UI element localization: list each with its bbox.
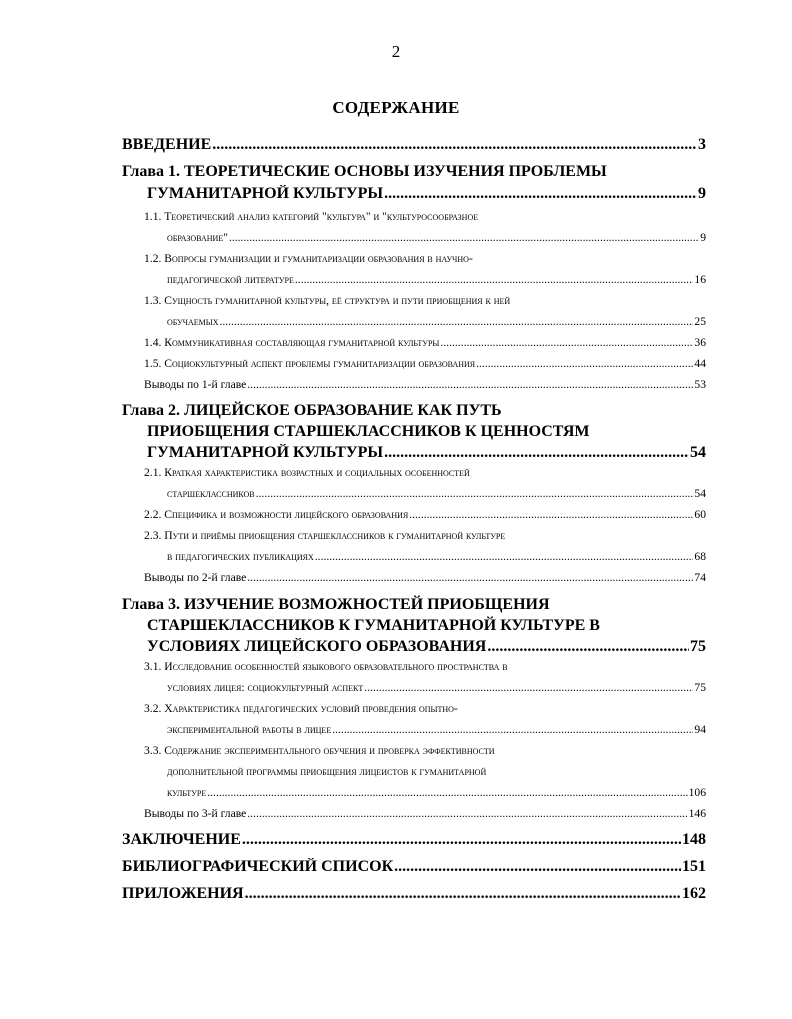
- toc-entry-label: БИБЛИОГРАФИЧЕСКИЙ СПИСОК: [122, 858, 394, 875]
- toc-entry-page: 75: [694, 681, 706, 694]
- toc-entry-conclusion[interactable]: [122, 831, 706, 849]
- dot-leader: [487, 638, 689, 656]
- dot-leader: [384, 185, 697, 203]
- toc-entry-page: 106: [688, 786, 706, 799]
- section-3-3-line2[interactable]: дополнительной программы приобщения лицеистов к гуманитарной: [167, 765, 487, 778]
- dot-leader: [229, 231, 699, 244]
- section-3-2-line1[interactable]: 3.2. Характеристика педагогических условий проведения опытно-: [144, 702, 458, 715]
- toc-entry-label: ВВЕДЕНИЕ: [122, 136, 212, 153]
- chapter-3-title-line1[interactable]: Глава 3. ИЗУЧЕНИЕ ВОЗМОЖНОСТЕЙ ПРИОБЩЕНИЯ: [122, 596, 550, 613]
- dot-leader: [245, 885, 681, 903]
- toc-entry-page: 68: [694, 550, 706, 563]
- section-1-1-line1[interactable]: 1.1. Теоретический анализ категорий "культура" и "культуросообразное: [144, 210, 479, 223]
- toc-entry-page: 162: [682, 885, 706, 902]
- toc-entry-conclusions-1[interactable]: [144, 378, 706, 391]
- toc-entry-chapter-1[interactable]: [147, 185, 706, 203]
- page-number: 2: [391, 42, 401, 61]
- conclusions-2-label: Выводы по 2-й главе: [144, 571, 247, 584]
- dot-leader: [476, 357, 693, 370]
- chapter-2-title-line2[interactable]: ПРИОБЩЕНИЯ СТАРШЕКЛАССНИКОВ К ЦЕННОСТЯМ: [147, 423, 590, 440]
- dot-leader: [315, 550, 694, 563]
- toc-entry-page: 94: [694, 723, 706, 736]
- section-1-2-line2: педагогической литературе: [167, 273, 294, 286]
- toc-entry-conclusions-3[interactable]: [144, 807, 706, 820]
- toc-entry-label: ПРИЛОЖЕНИЯ: [122, 885, 244, 902]
- toc-entry-page: 54: [694, 487, 706, 500]
- toc-entry-section-2-1[interactable]: [167, 487, 706, 500]
- toc-entry-chapter-3[interactable]: [147, 638, 706, 656]
- toc-entry-page: 9: [700, 231, 706, 244]
- toc-entry-appendices[interactable]: [122, 885, 706, 903]
- section-1-1-line2: образование": [167, 231, 228, 244]
- toc-entry-bibliography[interactable]: [122, 858, 706, 876]
- dot-leader: [256, 487, 694, 500]
- toc-entry-intro[interactable]: [122, 136, 706, 154]
- dot-leader: [384, 444, 689, 462]
- toc-entry-section-1-3[interactable]: [167, 315, 706, 328]
- dot-leader: [242, 831, 681, 849]
- toc-entry-page: 36: [694, 336, 706, 349]
- dot-leader: [247, 571, 693, 584]
- toc-entry-page: 75: [690, 638, 706, 655]
- section-3-2-line2: экспериментальной работы в лицее: [167, 723, 332, 736]
- section-1-3-line1[interactable]: 1.3. Сущность гуманитарной культуры, её структура и пути приобщения к ней: [144, 294, 511, 307]
- toc-entry-section-2-2[interactable]: [144, 508, 706, 521]
- section-3-1-line1[interactable]: 3.1. Исследование особенностей языкового образовательного пространства в: [144, 660, 508, 673]
- section-1-3-line2: обучаемых: [167, 315, 219, 328]
- chapter-2-title-line1[interactable]: Глава 2. ЛИЦЕЙСКОЕ ОБРАЗОВАНИЕ КАК ПУТЬ: [122, 402, 502, 419]
- toc-entry-page: 3: [698, 136, 706, 153]
- dot-leader: [247, 807, 687, 820]
- section-2-3-line1[interactable]: 2.3. Пути и приёмы приобщения старшеклассников к гуманитарной культуре: [144, 529, 506, 542]
- section-2-1-line1[interactable]: 2.1. Краткая характеристика возрастных и социальных особенностей: [144, 466, 470, 479]
- toc-entry-page: 146: [688, 807, 706, 820]
- dot-leader: [212, 136, 697, 154]
- toc-entry-page: 54: [690, 444, 706, 461]
- toc-entry-page: 148: [682, 831, 706, 848]
- section-1-2-line1[interactable]: 1.2. Вопросы гуманизации и гуманитаризации образования в научно-: [144, 252, 473, 265]
- section-3-3-line3: культуре: [167, 786, 207, 799]
- toc-entry-page: 25: [694, 315, 706, 328]
- dot-leader: [219, 315, 693, 328]
- section-2-1-line2: старшеклассников: [167, 487, 255, 500]
- toc-entry-label: ЗАКЛЮЧЕНИЕ: [122, 831, 241, 848]
- toc-heading: СОДЕРЖАНИЕ: [332, 98, 460, 117]
- toc-entry-page: 44: [694, 357, 706, 370]
- toc-entry-section-3-3[interactable]: [167, 786, 706, 799]
- section-2-3-line2: в педагогических публикациях: [167, 550, 314, 563]
- dot-leader: [207, 786, 687, 799]
- toc-entry-page: 9: [698, 185, 706, 202]
- chapter-3-title-line3: УСЛОВИЯХ ЛИЦЕЙСКОГО ОБРАЗОВАНИЯ: [147, 638, 487, 655]
- conclusions-1-label: Выводы по 1-й главе: [144, 378, 247, 391]
- dot-leader: [332, 723, 693, 736]
- dot-leader: [364, 681, 693, 694]
- toc-entry-section-1-4[interactable]: [144, 336, 706, 349]
- dot-leader: [409, 508, 693, 521]
- chapter-3-title-line2[interactable]: СТАРШЕКЛАССНИКОВ К ГУМАНИТАРНОЙ КУЛЬТУРЕ В: [147, 617, 600, 634]
- toc-entry-section-3-2[interactable]: [167, 723, 706, 736]
- toc-entry-page: 60: [694, 508, 706, 521]
- dot-leader: [394, 858, 681, 876]
- toc-entry-page: 151: [682, 858, 706, 875]
- toc-entry-conclusions-2[interactable]: [144, 571, 706, 584]
- toc-entry-chapter-2[interactable]: [147, 444, 706, 462]
- section-2-2-label: 2.2. Специфика и возможности лицейского образования: [144, 508, 409, 521]
- chapter-1-title-line1[interactable]: Глава 1. ТЕОРЕТИЧЕСКИЕ ОСНОВЫ ИЗУЧЕНИЯ ПРОБЛЕМЫ: [122, 163, 607, 180]
- toc-entry-section-1-1[interactable]: [167, 231, 706, 244]
- toc-entry-section-2-3[interactable]: [167, 550, 706, 563]
- toc-entry-section-1-5[interactable]: [144, 357, 706, 370]
- dot-leader: [440, 336, 693, 349]
- section-1-4-label: 1.4. Коммуникативная составляющая гуманитарной культуры: [144, 336, 440, 349]
- section-3-3-line1[interactable]: 3.3. Содержание экспериментального обучения и проверка эффективности: [144, 744, 495, 757]
- toc-entry-section-1-2[interactable]: [167, 273, 706, 286]
- dot-leader: [295, 273, 694, 286]
- dot-leader: [247, 378, 693, 391]
- toc-entry-page: 74: [694, 571, 706, 584]
- chapter-2-title-line3: ГУМАНИТАРНОЙ КУЛЬТУРЫ: [147, 444, 384, 461]
- conclusions-3-label: Выводы по 3-й главе: [144, 807, 247, 820]
- toc-entry-section-3-1[interactable]: [167, 681, 706, 694]
- toc-entry-page: 16: [694, 273, 706, 286]
- chapter-1-title-line2: ГУМАНИТАРНОЙ КУЛЬТУРЫ: [147, 185, 384, 202]
- section-3-1-line2: условиях лицея: социокультурный аспект: [167, 681, 364, 694]
- toc-entry-page: 53: [694, 378, 706, 391]
- section-1-5-label: 1.5. Социокультурный аспект проблемы гуманитаризации образования: [144, 357, 476, 370]
